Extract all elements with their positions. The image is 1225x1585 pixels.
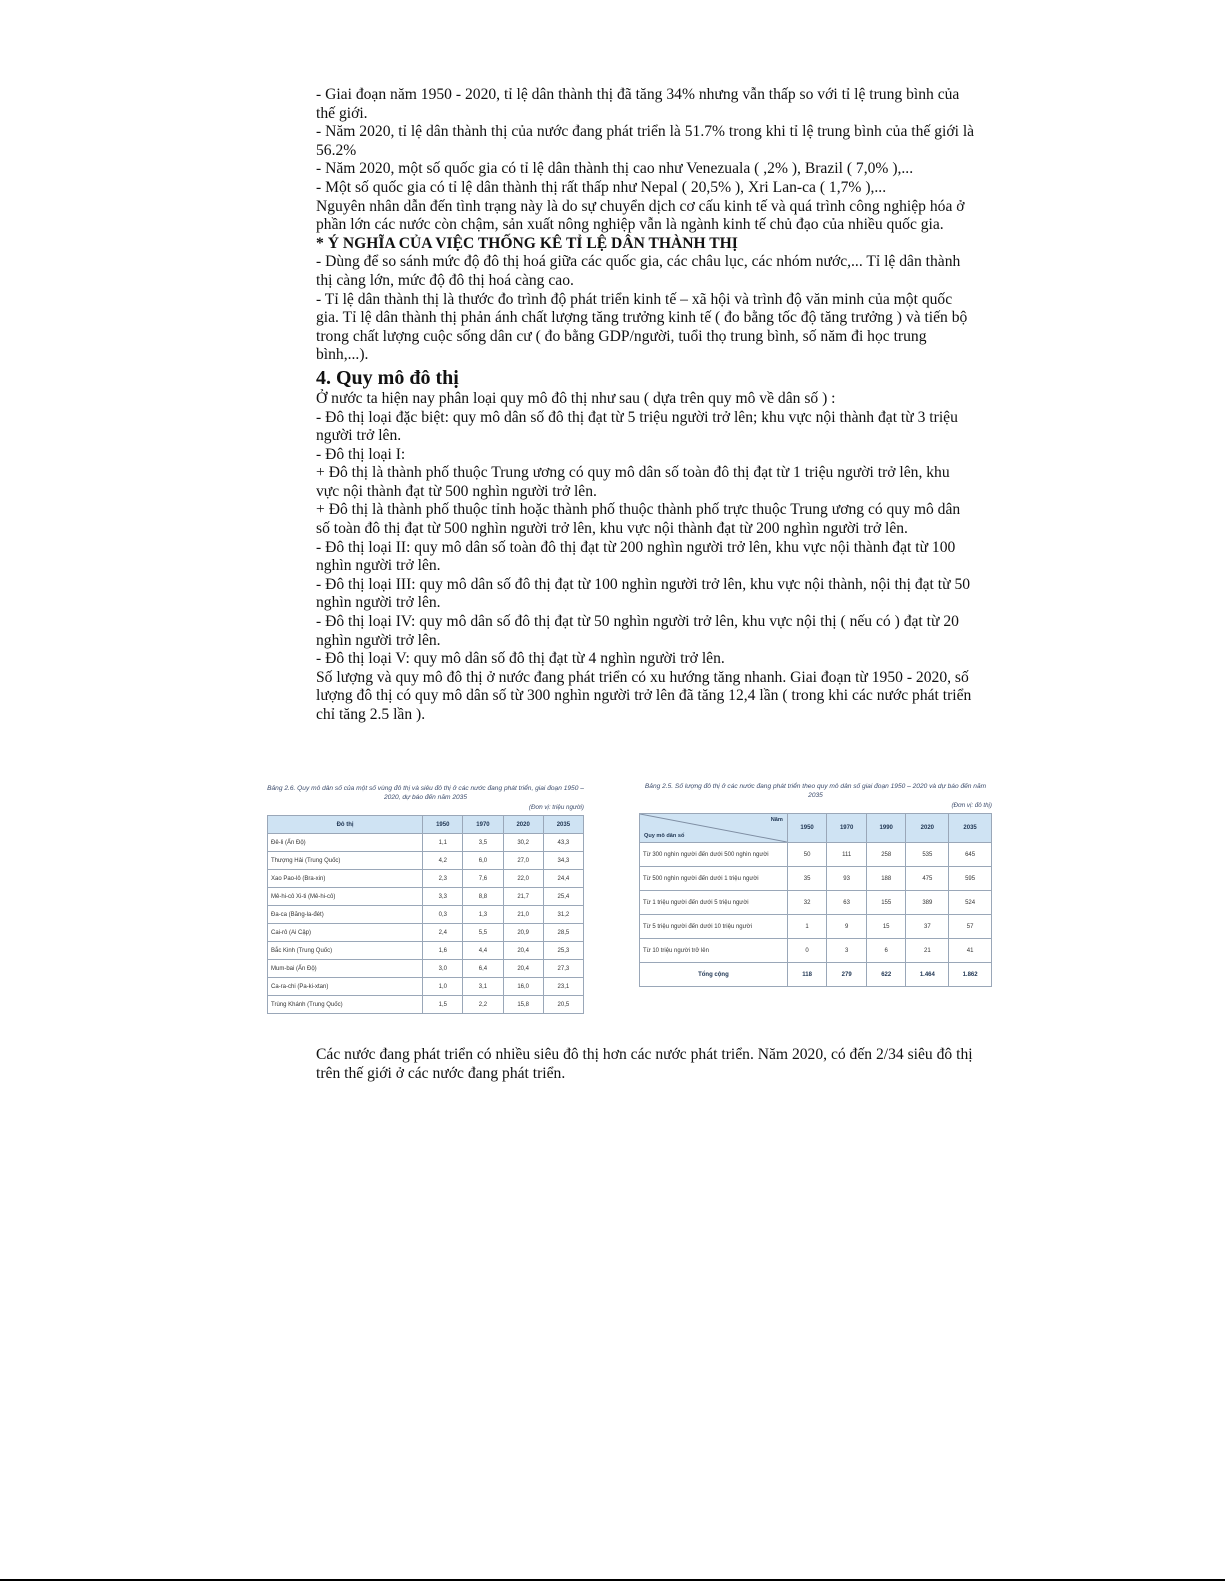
total-cell: 118 (787, 963, 827, 987)
city-cell: Mum-bai (Ấn Độ) (268, 960, 423, 978)
value-cell: 111 (827, 843, 867, 867)
total-cell: 1.862 (949, 963, 992, 987)
paragraph: - Giai đoạn năm 1950 - 2020, tỉ lệ dân thành thị đã tăng 34% nhưng vẫn thấp so với tỉ lệ trung bình của thế giới. (316, 86, 960, 122)
value-cell: 35 (787, 867, 827, 891)
total-cell: 622 (866, 963, 906, 987)
value-cell: 20,4 (503, 942, 543, 960)
city-cell: Ca-ra-chi (Pa-ki-xtan) (268, 978, 423, 996)
value-cell: 93 (827, 867, 867, 891)
table-row (640, 843, 992, 867)
value-cell: 1,1 (423, 834, 463, 852)
value-cell: 188 (866, 867, 906, 891)
total-cell: 279 (827, 963, 867, 987)
value-cell: 15,8 (503, 996, 543, 1014)
value-cell: 4,4 (463, 942, 503, 960)
value-cell: 27,3 (543, 960, 583, 978)
table-header-row (640, 814, 992, 843)
year-header: 2020 (906, 814, 949, 843)
paragraph: + Đô thị là thành phố thuộc tỉnh hoặc thành phố thuộc thành phố trực thuộc Trung ương có quy mô dân số toàn đô thị đạt từ 500 nghìn người trở lên, khu vực nội thành đạt từ 200 nghìn người trở lên. (316, 501, 961, 538)
year-header: 1970 (827, 814, 867, 843)
value-cell: 3,1 (463, 978, 503, 996)
value-cell: 6,4 (463, 960, 503, 978)
value-cell: 20,4 (503, 960, 543, 978)
year-header: 1990 (866, 814, 906, 843)
value-cell: 524 (949, 891, 992, 915)
table-caption: Bảng 2.6. Quy mô dân số của một số vùng đô thị và siêu đô thị ở các nước đang phát triển, giai đoạn 1950 – 2020, dự báo đến năm 2035 (267, 785, 584, 801)
year-header: 1950 (787, 814, 827, 843)
population-table (267, 815, 584, 1014)
table-row (268, 906, 584, 924)
paragraph: - Đô thị loại III: quy mô dân số đô thị đạt từ 100 nghìn người trở lên, khu vực nội thành, nội thị đạt từ 50 nghìn người trở lên. (316, 575, 971, 612)
table-row (640, 915, 992, 939)
paragraph: Các nước đang phát triển có nhiều siêu đô thị hơn các nước phát triển. Năm 2020, có đến 2/34 siêu đô thị trên thế giới ở các nước đang phát triển. (316, 1046, 973, 1082)
value-cell: 16,0 (503, 978, 543, 996)
table-unit: (Đơn vị: đô thị) (951, 802, 992, 809)
value-cell: 1,3 (463, 906, 503, 924)
city-cell: Đa-ca (Băng-la-đét) (268, 906, 423, 924)
value-cell: 34,3 (543, 852, 583, 870)
value-cell: 6,0 (463, 852, 503, 870)
paragraph: - Năm 2020, tỉ lệ dân thành thị của nước đang phát triển là 51.7% trong khi tỉ lệ trung bình của thế giới là 56.2% (316, 123, 975, 159)
corner-bottom-label: Quy mô dân số (644, 833, 685, 839)
value-cell: 31,2 (543, 906, 583, 924)
table-row (268, 834, 584, 852)
header-cell: Đô thị (268, 816, 423, 834)
value-cell: 3 (827, 939, 867, 963)
value-cell: 28,5 (543, 924, 583, 942)
total-label: Tổng cộng (640, 963, 788, 987)
value-cell: 37 (906, 915, 949, 939)
table-row (268, 888, 584, 906)
value-cell: 0 (787, 939, 827, 963)
paragraph: - Năm 2020, một số quốc gia có tỉ lệ dân thành thị cao như Venezuala ( ,2% ), Brazil ( 7,0% ),... (316, 160, 914, 178)
value-cell: 50 (787, 843, 827, 867)
total-cell: 1.464 (906, 963, 949, 987)
value-cell: 8,8 (463, 888, 503, 906)
value-cell: 24,4 (543, 870, 583, 888)
table-row (268, 924, 584, 942)
value-cell: 2,2 (463, 996, 503, 1014)
city-cell: Mê-hi-cô Xi-ti (Mê-hi-cô) (268, 888, 423, 906)
city-cell: Trùng Khánh (Trung Quốc) (268, 996, 423, 1014)
value-cell: 1 (787, 915, 827, 939)
value-cell: 6 (866, 939, 906, 963)
value-cell: 4,2 (423, 852, 463, 870)
value-cell: 32 (787, 891, 827, 915)
value-cell: 20,9 (503, 924, 543, 942)
paragraph: - Đô thị loại đặc biệt: quy mô dân số đô thị đạt từ 5 triệu người trở lên; khu vực nội thành đạt từ 3 triệu người trở lên. (316, 408, 958, 445)
table-row (268, 852, 584, 870)
table-row (268, 870, 584, 888)
year-header: 2035 (949, 814, 992, 843)
table-row (640, 891, 992, 915)
table-row (268, 978, 584, 996)
value-cell: 9 (827, 915, 867, 939)
city-count-table (639, 813, 992, 987)
page-bottom-rule (0, 1579, 1225, 1581)
table-row (268, 996, 584, 1014)
value-cell: 645 (949, 843, 992, 867)
paragraph: Ở nước ta hiện nay phân loại quy mô đô thị như sau ( dựa trên quy mô về dân số ) : (316, 389, 836, 407)
scale-cell: Từ 5 triệu người đến dưới 10 triệu người (640, 915, 788, 939)
value-cell: 21,0 (503, 906, 543, 924)
table-header-row (268, 816, 584, 834)
value-cell: 7,6 (463, 870, 503, 888)
value-cell: 30,2 (503, 834, 543, 852)
paragraph: Số lượng và quy mô đô thị ở nước đang phát triển có xu hướng tăng nhanh. Giai đoạn từ 1950 - 2020, số lượng đô thị có quy mô dân số từ 300 nghìn người trở lên đã tăng 12,4 lần ( trong khi các nước phát triển chỉ tăng 2.5 lần ). (316, 668, 972, 723)
scale-cell: Từ 1 triệu người đến dưới 5 triệu người (640, 891, 788, 915)
value-cell: 21,7 (503, 888, 543, 906)
value-cell: 20,5 (543, 996, 583, 1014)
city-cell: Cai-rô (Ai Cập) (268, 924, 423, 942)
value-cell: 595 (949, 867, 992, 891)
value-cell: 27,0 (503, 852, 543, 870)
value-cell: 3,3 (423, 888, 463, 906)
value-cell: 25,3 (543, 942, 583, 960)
city-cell: Đê-li (Ấn Độ) (268, 834, 423, 852)
value-cell: 1,0 (423, 978, 463, 996)
corner-cell (640, 814, 788, 843)
paragraph: - Đô thị loại I: (316, 445, 406, 463)
value-cell: 23,1 (543, 978, 583, 996)
paragraph: - Đô thị loại IV: quy mô dân số đô thị đạt từ 50 nghìn người trở lên, khu vực nội thị ( nếu có ) đạt từ 20 nghìn người trở lên. (316, 613, 959, 649)
value-cell: 25,4 (543, 888, 583, 906)
total-row (640, 963, 992, 987)
value-cell: 15 (866, 915, 906, 939)
value-cell: 21 (906, 939, 949, 963)
table-caption: Bảng 2.5. Số lượng đô thị ở các nước đang phát triển theo quy mô dân số giai đoạn 1950 – 2020 và dự báo đến năm 2035 (644, 783, 987, 799)
table-row (640, 867, 992, 891)
value-cell: 155 (866, 891, 906, 915)
scale-cell: Từ 500 nghìn người đến dưới 1 triệu người (640, 867, 788, 891)
scale-cell: Từ 300 nghìn người đến dưới 500 nghìn người (640, 843, 788, 867)
value-cell: 41 (949, 939, 992, 963)
paragraph: - Đô thị loại V: quy mô dân số đô thị đạt từ 4 nghìn người trở lên. (316, 650, 725, 668)
table-row (268, 942, 584, 960)
value-cell: 1,6 (423, 942, 463, 960)
table-row (640, 939, 992, 963)
value-cell: 63 (827, 891, 867, 915)
table-2-5-figure (639, 782, 992, 987)
value-cell: 3,5 (463, 834, 503, 852)
closing-text (316, 1046, 976, 1083)
table-unit: (Đơn vị: triệu người) (528, 804, 584, 811)
value-cell: 258 (866, 843, 906, 867)
value-cell: 3,0 (423, 960, 463, 978)
meaning-heading: * Ý NGHĨA CỦA VIỆC THỐNG KÊ TỈ LỆ DÂN THÀNH THỊ (316, 234, 738, 252)
city-cell: Xao Pao-lô (Bra-xin) (268, 870, 423, 888)
table-2-6-figure (267, 784, 584, 1014)
paragraph: Nguyên nhân dẫn đến tình trạng này là do sự chuyển dịch cơ cấu kinh tế và quá trình công nghiệp hóa ở phần lớn các nước còn chậm, sản xuất nông nghiệp vẫn là ngành kinh tế chủ đạo của nhiều quốc gia. (316, 197, 965, 234)
main-text (316, 86, 976, 725)
paragraph: + Đô thị là thành phố thuộc Trung ương có quy mô dân số toàn đô thị đạt từ 1 triệu người trở lên, khu vực nội thành đạt từ 500 nghìn người trở lên. (316, 464, 950, 500)
value-cell: 2,4 (423, 924, 463, 942)
section-title: 4. Quy mô đô thị (316, 366, 459, 389)
paragraph: - Dùng để so sánh mức độ đô thị hoá giữa các quốc gia, các châu lục, các nhóm nước,... Tỉ lệ dân thành thị càng lớn, mức độ đô thị hoá càng cao. (316, 253, 961, 289)
value-cell: 0,3 (423, 906, 463, 924)
value-cell: 2,3 (423, 870, 463, 888)
city-cell: Bắc Kinh (Trung Quốc) (268, 942, 423, 960)
header-cell: 2020 (503, 816, 543, 834)
paragraph: - Một số quốc gia có tỉ lệ dân thành thị rất thấp như Nepal ( 20,5% ), Xri Lan-ca ( 1,7% ),... (316, 178, 887, 196)
header-cell: 1970 (463, 816, 503, 834)
value-cell: 57 (949, 915, 992, 939)
value-cell: 475 (906, 867, 949, 891)
value-cell: 5,5 (463, 924, 503, 942)
value-cell: 389 (906, 891, 949, 915)
paragraph: - Tỉ lệ dân thành thị là thước đo trình độ phát triển kinh tế – xã hội và trình độ văn minh của một quốc gia. Tỉ lệ dân thành thị phản ánh chất lượng tăng trưởng kinh tế ( đo bằng tốc độ tăng trưởng ) và tiến bộ trong chất lượng cuộc sống dân cư ( đo bằng GDP/người, tuổi thọ trung bình, số năm đi học trung bình,...). (316, 290, 968, 364)
header-cell: 1950 (423, 816, 463, 834)
table-row (268, 960, 584, 978)
paragraph: - Đô thị loại II: quy mô dân số toàn đô thị đạt từ 200 nghìn người trở lên, khu vực nội thành đạt từ 100 nghìn người trở lên. (316, 538, 956, 575)
value-cell: 22,0 (503, 870, 543, 888)
city-cell: Thượng Hải (Trung Quốc) (268, 852, 423, 870)
value-cell: 43,3 (543, 834, 583, 852)
value-cell: 1,5 (423, 996, 463, 1014)
value-cell: 535 (906, 843, 949, 867)
scale-cell: Từ 10 triệu người trở lên (640, 939, 788, 963)
corner-top-label: Năm (770, 817, 783, 823)
header-cell: 2035 (543, 816, 583, 834)
